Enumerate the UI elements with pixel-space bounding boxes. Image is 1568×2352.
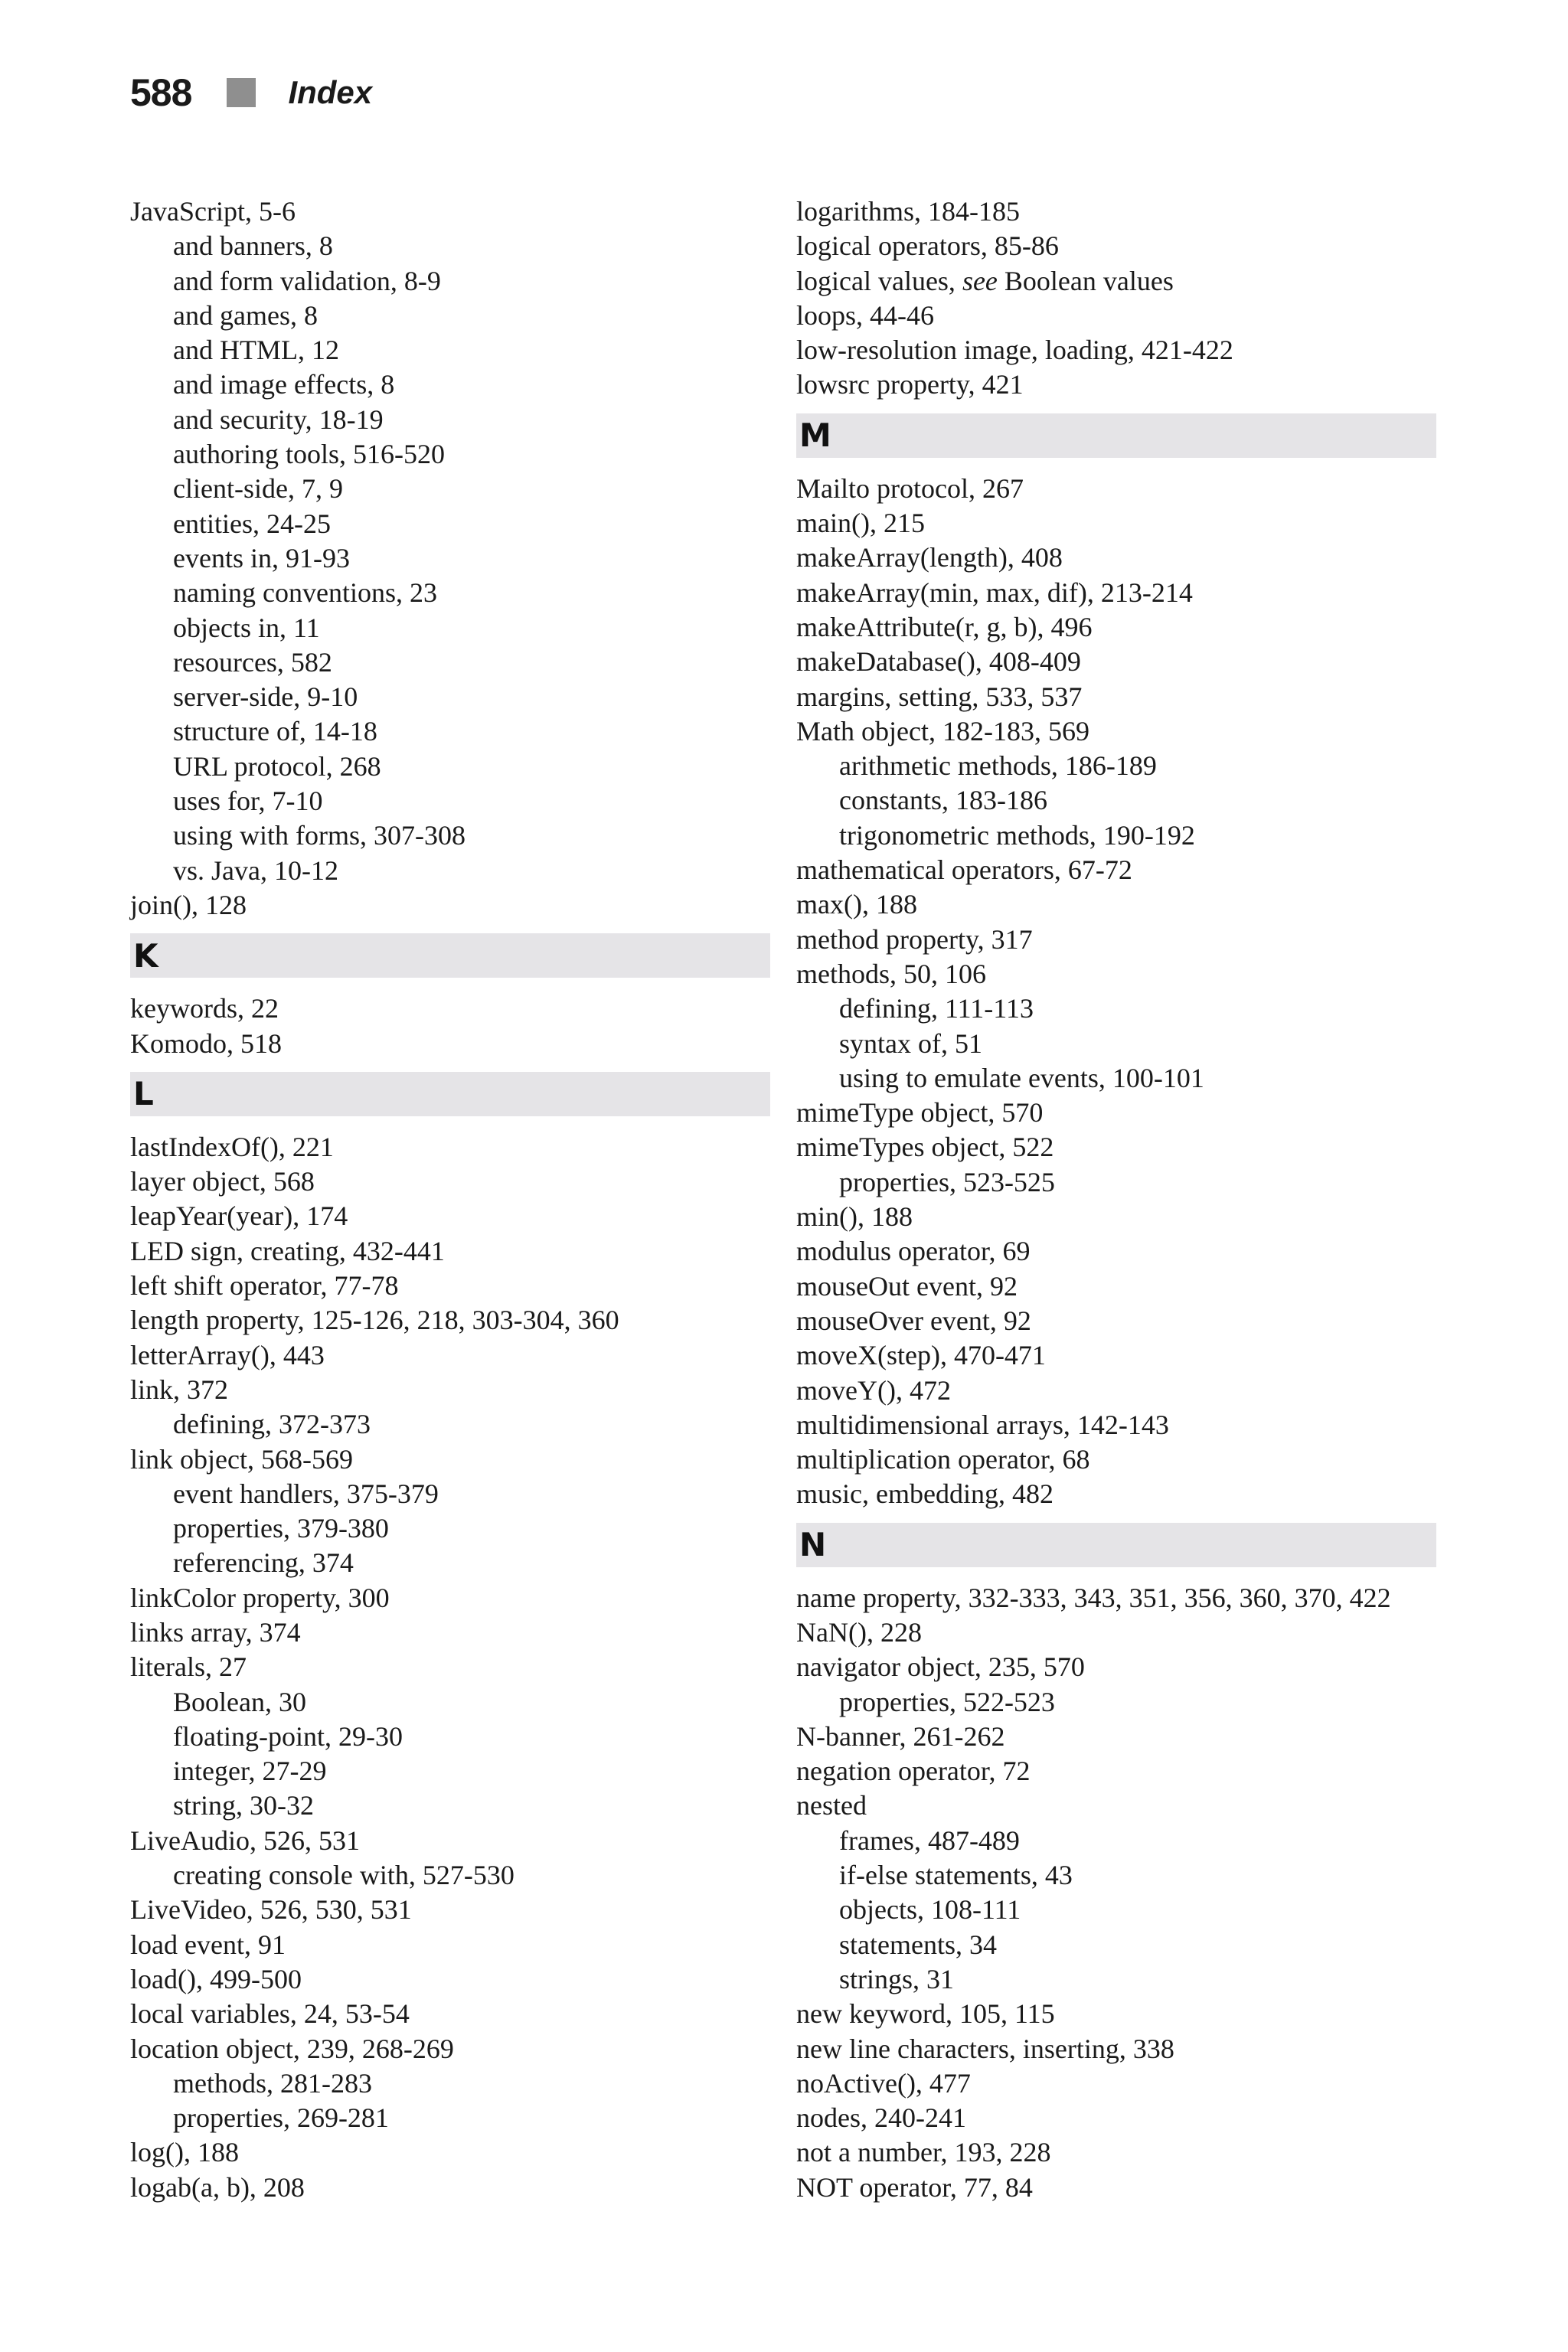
- index-entry: name property, 332-333, 343, 351, 356, 360, 370, 422: [796, 1582, 1391, 1613]
- index-entry: NaN(), 228: [796, 1616, 922, 1648]
- index-entry: not a number, 193, 228: [796, 2137, 1051, 2168]
- index-subentry: naming conventions, 23: [173, 577, 437, 609]
- index-subentry: authoring tools, 516-520: [173, 439, 445, 470]
- letter-heading-bar: [796, 1523, 1436, 1567]
- index-subentry: and form validation, 8-9: [173, 265, 441, 296]
- index-subentry: floating-point, 29-30: [173, 1720, 403, 1752]
- index-subentry: and banners, 8: [173, 230, 333, 262]
- index-entry: max(), 188: [796, 889, 917, 920]
- index-entry: new line characters, inserting, 338: [796, 2033, 1174, 2064]
- index-subentry: Boolean, 30: [173, 1686, 306, 1717]
- index-entry: letterArray(), 443: [130, 1339, 325, 1370]
- index-entry: link, 372: [130, 1374, 229, 1405]
- index-entry: logical values, see Boolean values: [796, 265, 1174, 296]
- index-entry: nested: [796, 1790, 867, 1821]
- index-entry: JavaScript, 5-6: [130, 196, 296, 227]
- index-subentry: and security, 18-19: [173, 403, 384, 435]
- index-entry: links array, 374: [130, 1616, 301, 1648]
- index-subentry: and HTML, 12: [173, 335, 339, 366]
- letter-heading-bar: [130, 933, 770, 978]
- index-entry: makeAttribute(r, g, b), 496: [796, 611, 1093, 642]
- index-entry: moveY(), 472: [796, 1374, 951, 1406]
- index-entry: location object, 239, 268-269: [130, 2033, 454, 2064]
- index-subentry: statements, 34: [839, 1929, 997, 1960]
- index-entry: mouseOut event, 92: [796, 1270, 1018, 1302]
- index-subentry: constants, 183-186: [839, 785, 1047, 816]
- letter-heading: M: [799, 416, 832, 455]
- header-square-marker: [227, 78, 256, 107]
- index-subentry: and games, 8: [173, 299, 318, 331]
- index-subentry: properties, 269-281: [173, 2102, 389, 2134]
- index-entry: LiveAudio, 526, 531: [130, 1824, 360, 1856]
- index-entry: Math object, 182-183, 569: [796, 715, 1089, 746]
- index-entry: lowsrc property, 421: [796, 369, 1024, 400]
- index-subentry: methods, 281-283: [173, 2067, 372, 2099]
- index-entry: literals, 27: [130, 1651, 247, 1683]
- index-subentry: properties, 523-525: [839, 1166, 1055, 1197]
- index-entry: length property, 125-126, 218, 303-304, 360: [130, 1305, 619, 1336]
- index-entry: modulus operator, 69: [796, 1236, 1031, 1267]
- index-entry: link object, 568-569: [130, 1443, 353, 1475]
- index-subentry: objects in, 11: [173, 612, 320, 643]
- index-entry: mimeTypes object, 522: [796, 1132, 1054, 1163]
- index-entry: main(), 215: [796, 508, 925, 539]
- index-subentry: resources, 582: [173, 646, 332, 678]
- index-entry: makeArray(length), 408: [796, 542, 1063, 573]
- index-subentry: server-side, 9-10: [173, 681, 358, 713]
- index-subentry: properties, 379-380: [173, 1513, 389, 1544]
- index-entry: negation operator, 72: [796, 1756, 1031, 1787]
- page-number: 588: [130, 71, 192, 114]
- index-entry: mimeType object, 570: [796, 1097, 1044, 1129]
- index-entry: low-resolution image, loading, 421-422: [796, 335, 1233, 366]
- index-column-right: [796, 194, 1436, 2205]
- index-subentry: string, 30-32: [173, 1790, 314, 1821]
- index-entry: join(), 128: [130, 889, 247, 920]
- letter-heading-bar: [796, 413, 1436, 458]
- index-subentry: defining, 372-373: [173, 1409, 371, 1440]
- letter-heading: K: [133, 936, 159, 975]
- index-entry: layer object, 568: [130, 1166, 315, 1197]
- index-entry: keywords, 22: [130, 993, 279, 1024]
- index-subentry: arithmetic methods, 186-189: [839, 750, 1157, 782]
- index-subentry: event handlers, 375-379: [173, 1478, 439, 1509]
- index-entry: mouseOver event, 92: [796, 1305, 1031, 1336]
- index-entry: min(), 188: [796, 1201, 913, 1233]
- index-entry: multidimensional arrays, 142-143: [796, 1409, 1169, 1440]
- index-entry: logical operators, 85-86: [796, 230, 1059, 262]
- index-subentry: frames, 487-489: [839, 1824, 1020, 1856]
- index-entry: nodes, 240-241: [796, 2102, 966, 2134]
- letter-heading: L: [133, 1075, 155, 1113]
- running-header: [130, 66, 372, 119]
- index-entry: local variables, 24, 53-54: [130, 1998, 410, 2030]
- index-entry: load(), 499-500: [130, 1963, 302, 1994]
- index-entry: music, embedding, 482: [796, 1478, 1054, 1510]
- index-entry: Komodo, 518: [130, 1027, 282, 1059]
- index-subentry: creating console with, 527-530: [173, 1860, 514, 1891]
- index-subentry: structure of, 14-18: [173, 716, 377, 747]
- index-subentry: uses for, 7-10: [173, 786, 323, 817]
- index-subentry: properties, 522-523: [839, 1686, 1055, 1717]
- index-entry: logab(a, b), 208: [130, 2171, 305, 2203]
- index-subentry: strings, 31: [839, 1963, 955, 1994]
- index-entry: lastIndexOf(), 221: [130, 1131, 334, 1162]
- index-entry: navigator object, 235, 570: [796, 1651, 1085, 1683]
- index-entry: Mailto protocol, 267: [796, 472, 1024, 504]
- index-entry: NOT operator, 77, 84: [796, 2171, 1033, 2203]
- index-entry: makeDatabase(), 408-409: [796, 646, 1081, 678]
- index-subentry: vs. Java, 10-12: [173, 854, 338, 886]
- index-entry: multiplication operator, 68: [796, 1444, 1090, 1475]
- index-subentry: integer, 27-29: [173, 1756, 327, 1787]
- index-entry: load event, 91: [130, 1929, 286, 1960]
- index-entry: leapYear(year), 174: [130, 1200, 348, 1232]
- index-entry: moveX(step), 470-471: [796, 1340, 1046, 1371]
- letter-heading-bar: [130, 1072, 770, 1116]
- index-entry: margins, setting, 533, 537: [796, 681, 1083, 712]
- index-subentry: syntax of, 51: [839, 1027, 982, 1059]
- letter-heading: N: [799, 1526, 828, 1564]
- index-entry: LiveVideo, 526, 530, 531: [130, 1894, 412, 1926]
- index-subentry: events in, 91-93: [173, 542, 350, 573]
- index-entry: new keyword, 105, 115: [796, 1998, 1055, 2030]
- index-subentry: using with forms, 307-308: [173, 820, 466, 851]
- index-subentry: and image effects, 8: [173, 369, 395, 400]
- index-entry: log(), 188: [130, 2137, 239, 2168]
- index-subentry: if-else statements, 43: [839, 1860, 1073, 1891]
- index-column-left: [130, 194, 770, 2205]
- index-subentry: URL protocol, 268: [173, 750, 381, 782]
- index-entry: methods, 50, 106: [796, 958, 986, 989]
- index-subentry: defining, 111-113: [839, 993, 1034, 1024]
- index-entry: method property, 317: [796, 923, 1033, 955]
- index-subentry: client-side, 7, 9: [173, 473, 343, 505]
- index-entry: N-banner, 261-262: [796, 1720, 1005, 1752]
- index-entry: left shift operator, 77-78: [130, 1270, 399, 1302]
- index-entry: makeArray(min, max, dif), 213-214: [796, 577, 1193, 608]
- section-title: Index: [288, 74, 373, 110]
- index-subentry: entities, 24-25: [173, 508, 331, 539]
- index-entry: mathematical operators, 67-72: [796, 854, 1132, 886]
- index-subentry: objects, 108-111: [839, 1894, 1021, 1926]
- index-entry: linkColor property, 300: [130, 1582, 390, 1613]
- index-subentry: trigonometric methods, 190-192: [839, 819, 1195, 851]
- index-entry: LED sign, creating, 432-441: [130, 1235, 445, 1266]
- index-entry: noActive(), 477: [796, 2067, 971, 2099]
- index-entry: logarithms, 184-185: [796, 196, 1020, 227]
- index-subentry: using to emulate events, 100-101: [839, 1062, 1204, 1093]
- index-entry: loops, 44-46: [796, 299, 934, 331]
- index-subentry: referencing, 374: [173, 1547, 354, 1579]
